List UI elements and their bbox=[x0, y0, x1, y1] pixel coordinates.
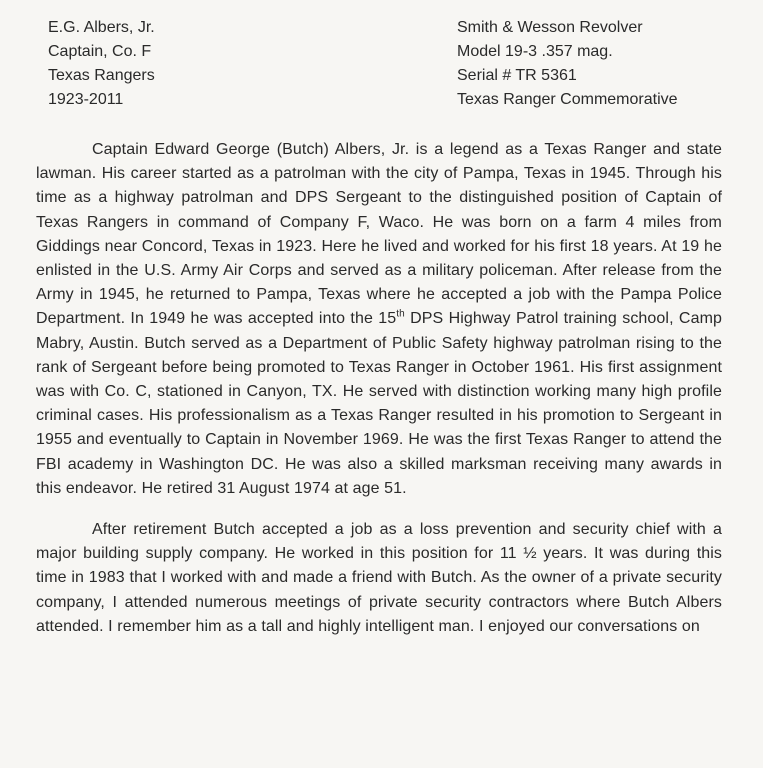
header-left-block bbox=[48, 16, 155, 112]
header-years: 1923-2011 bbox=[48, 91, 124, 108]
header-item-maker: Smith & Wesson Revolver bbox=[457, 19, 643, 36]
paragraph-biography-part1: Captain Edward George (Butch) Albers, Jr. is a legend as a Texas Ranger and state lawman. His career started as a patrolman with the city of Pampa, Texas in 1945. Through his time as a highway patrolman and DPS Sergeant to the distinguished position of Captain of Texas Rangers in command of Company F, Waco. He was born on a farm 4 miles from Giddings near Concord, Texas in 1923. Here he lived and worked for his first 18 years. At 19 he enlisted in the U.S. Army Air Corps and served as a military policeman. After release from the Army in 1945, he returned to Pampa, Texas where he accepted a job with the Pampa Police Department. In 1949 he was accepted into the 15 bbox=[36, 141, 722, 328]
paragraph-biography-part2: DPS Highway Patrol training school, Camp Mabry, Austin. Butch served as a Department of Public Safety highway patrolman rising to the rank of Sergeant before being promoted to Texas Ranger in October 1961. His first assignment was with Co. C, stationed in Canyon, TX. He served with distinction working many high profile criminal cases. His professionalism as a Texas Ranger resulted in his promotion to Sergeant in 1955 and eventually to Captain in November 1969. He was the first Texas Ranger to attend the FBI academy in Washington DC. He was also a skilled marksman receiving many awards in this endeavor. He retired 31 August 1974 at age 51. bbox=[36, 310, 722, 497]
paragraph-biography bbox=[36, 138, 722, 501]
header-right-block bbox=[457, 16, 678, 112]
header-rank: Captain, Co. F bbox=[48, 43, 152, 60]
header-item-edition: Texas Ranger Commemorative bbox=[457, 91, 678, 108]
ordinal-suffix: th bbox=[396, 309, 405, 321]
header-unit: Texas Rangers bbox=[48, 67, 155, 84]
header-item-serial: Serial # TR 5361 bbox=[457, 67, 577, 84]
body-text bbox=[36, 138, 722, 639]
header-item-model: Model 19-3 .357 mag. bbox=[457, 43, 613, 60]
header-name: E.G. Albers, Jr. bbox=[48, 19, 155, 36]
paragraph-retirement: After retirement Butch accepted a job as a loss prevention and security chief with a major building supply company. He worked in this position for 11 ½ years. It was during this time in 1983 that I worked with and made a friend with Butch. As the owner of a private security company, I attended numerous meetings of private security contractors where Butch Albers attended. I remember him as a tall and highly intelligent man. I enjoyed our conversations on bbox=[36, 521, 722, 635]
